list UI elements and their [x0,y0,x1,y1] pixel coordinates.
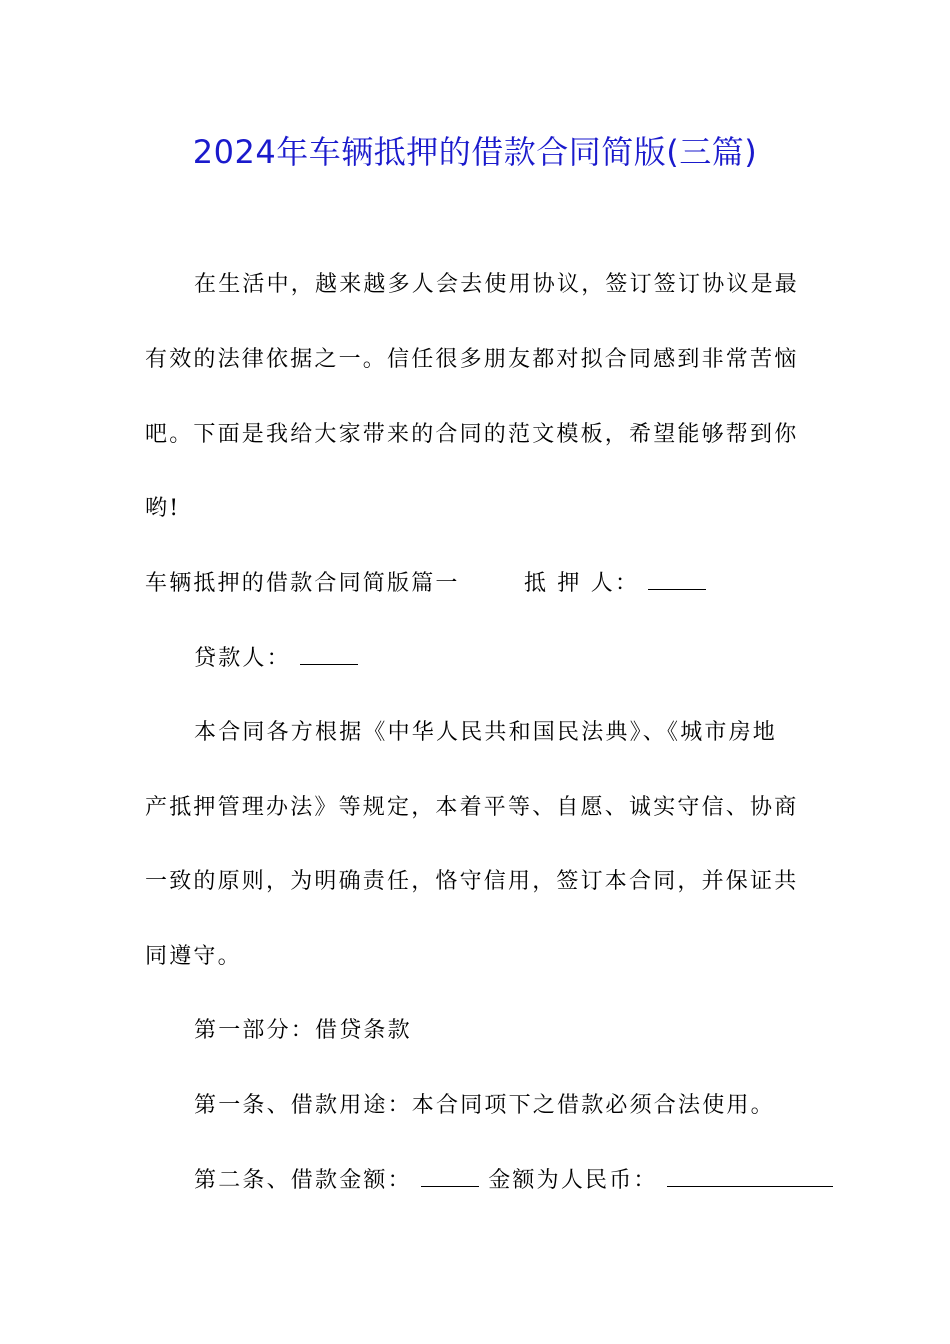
part1-heading: 第一部分：借贷条款 [194,1018,412,1043]
section1-heading-row [145,569,706,599]
lender-blank [300,646,358,665]
intro-line-2: 有效的法律依据之一。信任很多朋友都对拟合同感到非常苦恼 [145,347,799,372]
section1-heading: 车辆抵押的借款合同简版篇一 [145,571,460,596]
intro-line-1: 在生活中，越来越多人会去使用协议，签订签订协议是最 [194,272,800,297]
preamble-line-3: 一致的原则，为明确责任，恪守信用，签订本合同，并保证共 [145,869,799,894]
article2-label: 第二条、借款金额： [194,1168,412,1193]
intro-line-3: 吧。下面是我给大家带来的合同的范文模板，希望能够帮到你 [145,422,799,447]
preamble-line-1: 本合同各方根据《中华人民共和国民法典》、《城市房地 [194,720,778,745]
document-title: 2024年车辆抵押的借款合同简版(三篇) [192,133,758,171]
lender-row [194,644,358,674]
preamble-line-4: 同遵守。 [145,944,242,969]
amount-blank [421,1168,479,1187]
rmb-amount-blank [667,1168,833,1187]
article2-mid: 金额为人民币： [488,1168,658,1193]
mortgagor-label: 抵 押 人： [524,571,640,596]
intro-line-4: 哟! [145,496,181,521]
lender-label: 贷款人： [194,646,291,671]
mortgagor-blank [648,571,706,590]
preamble-line-2: 产抵押管理办法》等规定，本着平等、自愿、诚实守信、协商 [145,795,799,820]
article2-row [194,1166,833,1196]
article1: 第一条、借款用途：本合同项下之借款必须合法使用。 [194,1093,775,1118]
